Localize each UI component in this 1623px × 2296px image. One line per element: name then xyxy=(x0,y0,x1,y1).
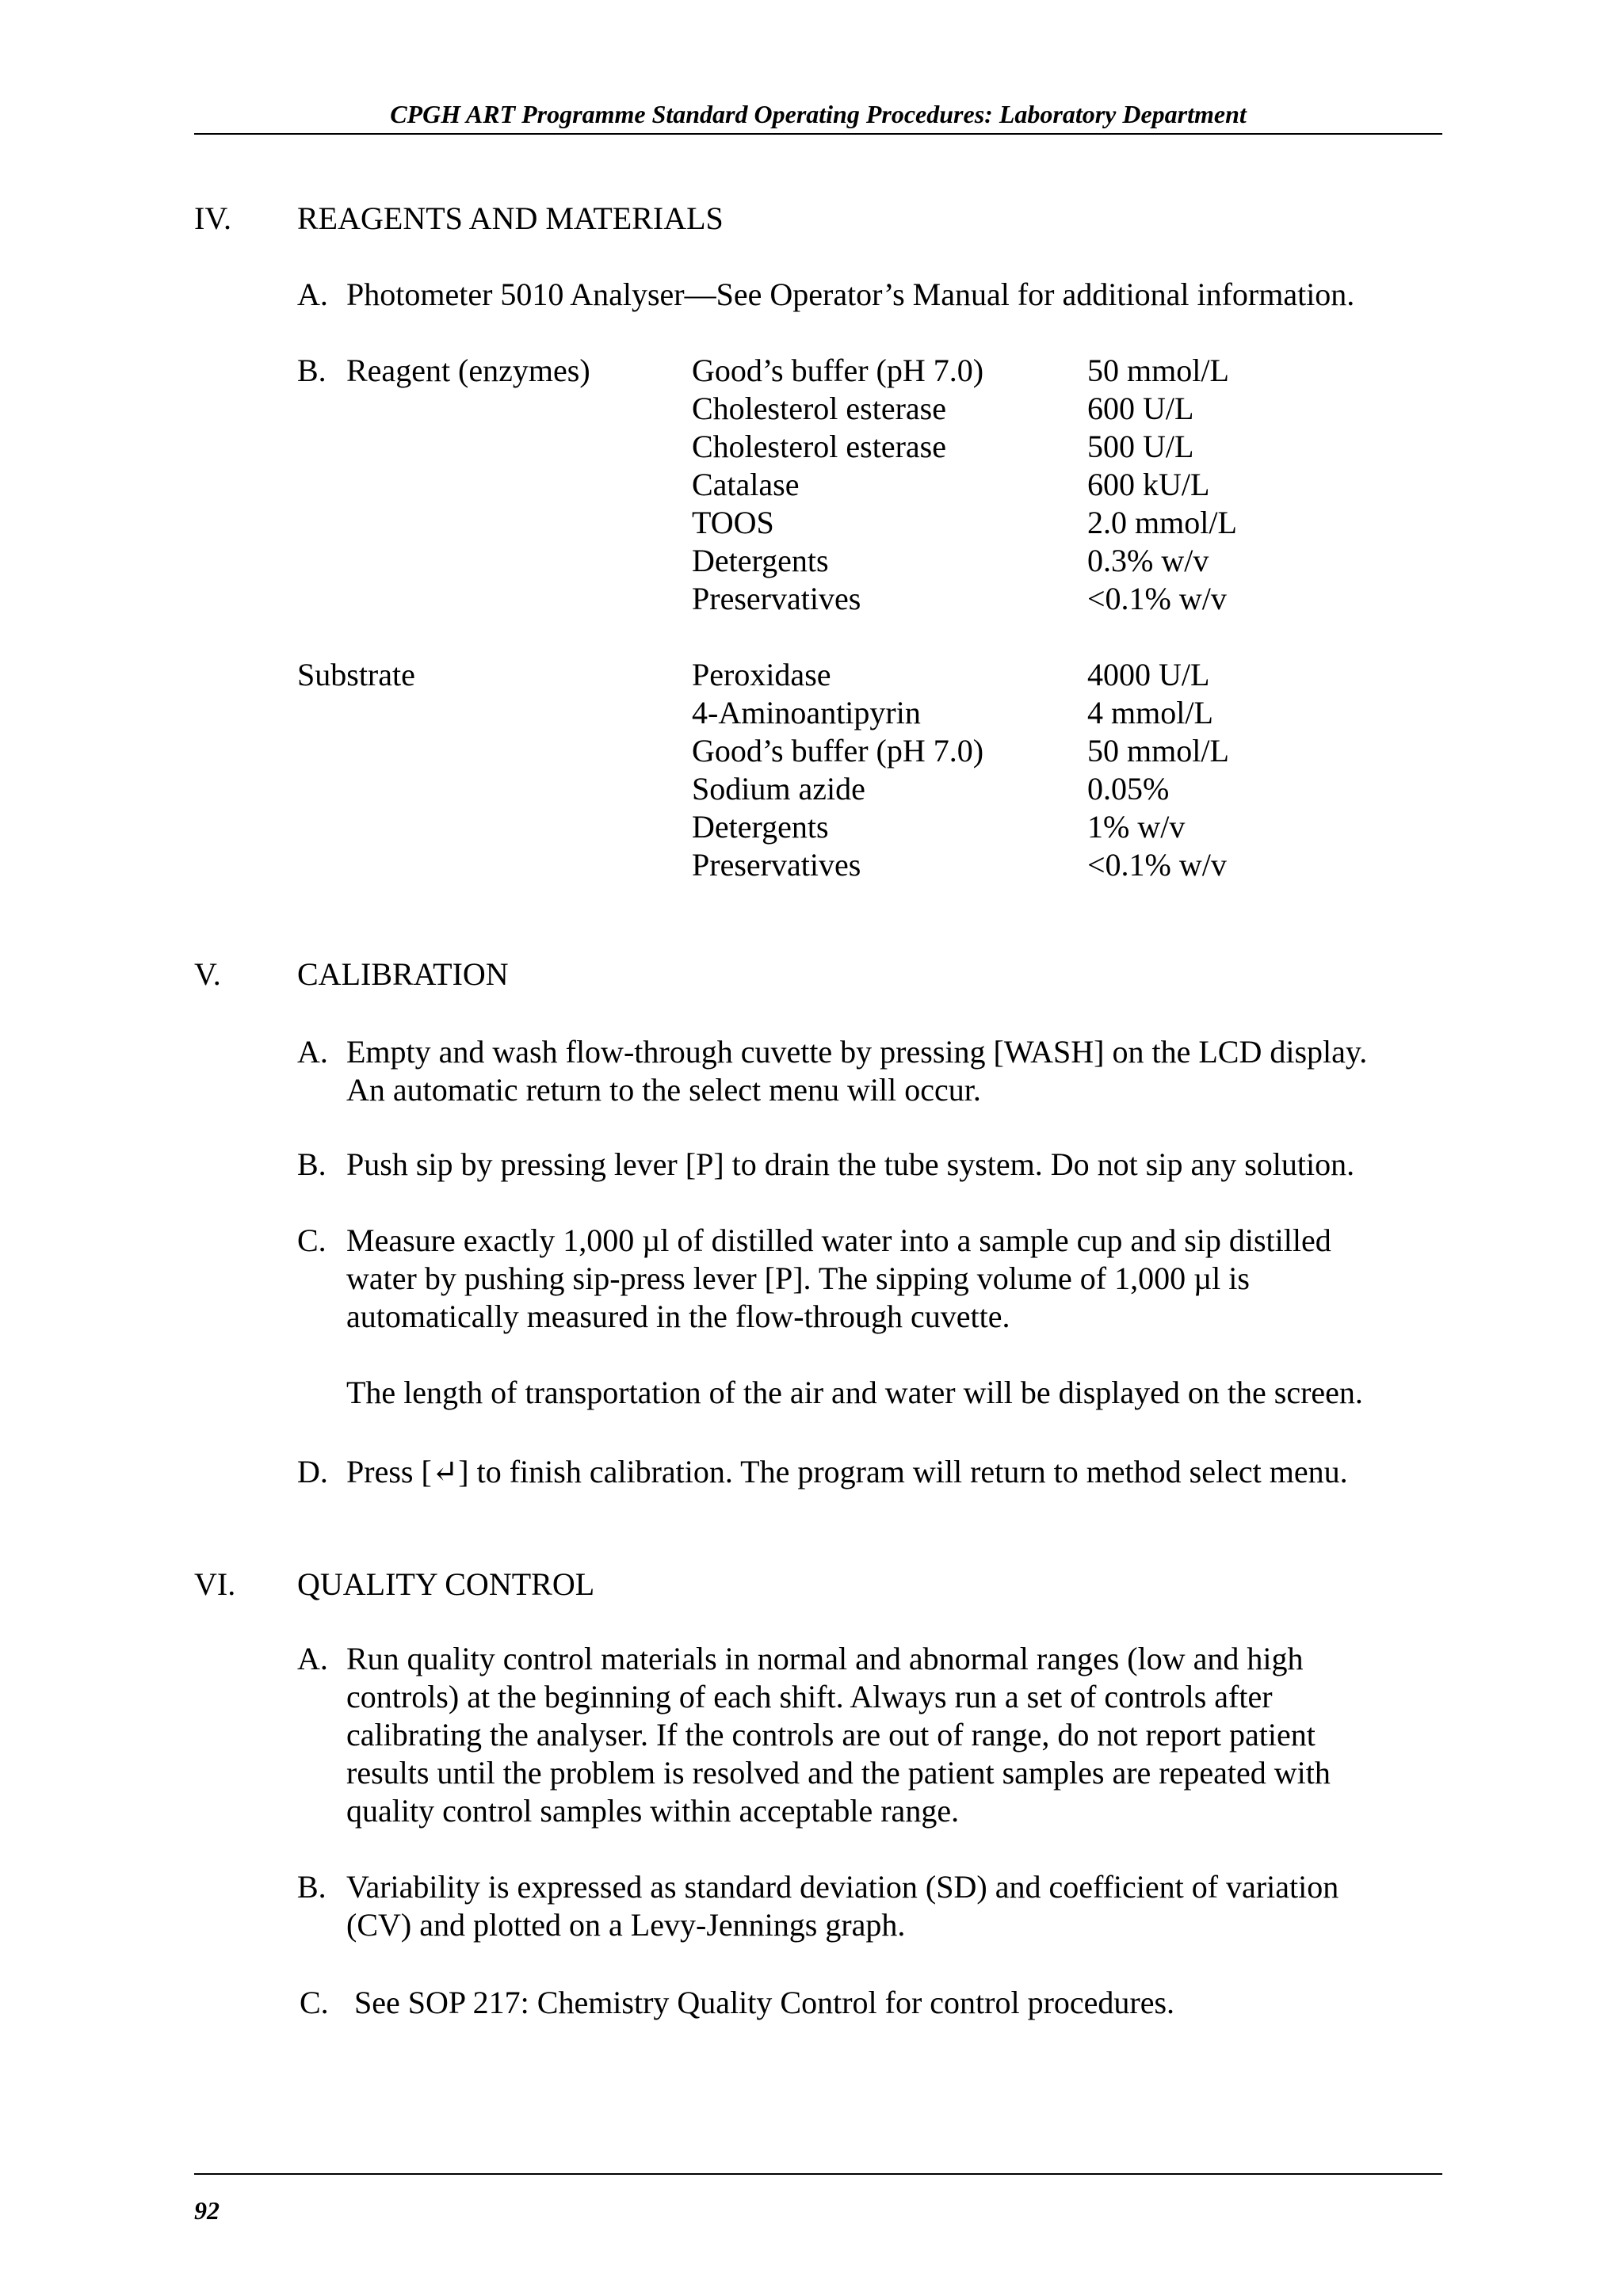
reagent-concentration: 600 kU/L xyxy=(1087,467,1210,502)
reagent-name: Sodium azide xyxy=(692,771,865,807)
section-numeral-iv: IV. xyxy=(194,200,232,236)
reagent-concentration: <0.1% w/v xyxy=(1087,581,1227,616)
reagent-name: Cholesterol esterase xyxy=(692,391,946,426)
reagent-name: TOOS xyxy=(692,505,774,540)
item-letter: A. xyxy=(297,277,328,312)
item-text-line: See SOP 217: Chemistry Quality Control for control procedures. xyxy=(354,1985,1175,2020)
header-rule xyxy=(194,133,1442,135)
item-letter: B. xyxy=(297,353,327,388)
item-text-line: automatically measured in the flow-through cuvette. xyxy=(346,1299,1010,1334)
item-text-line: quality control samples within acceptable range. xyxy=(346,1793,960,1829)
reagent-concentration: 500 U/L xyxy=(1087,429,1194,464)
section-title-reagents: REAGENTS AND MATERIALS xyxy=(297,200,724,236)
item-letter: B. xyxy=(297,1146,327,1182)
reagent-concentration: 600 U/L xyxy=(1087,391,1194,426)
reagent-name: Preservatives xyxy=(692,847,861,883)
reagent-concentration: 50 mmol/L xyxy=(1087,733,1229,769)
reagent-concentration: 4 mmol/L xyxy=(1087,695,1213,730)
reagent-name: Good’s buffer (pH 7.0) xyxy=(692,353,984,388)
item-letter: B. xyxy=(297,1869,327,1905)
item-text-line: Empty and wash flow-through cuvette by pressing [WASH] on the LCD display. xyxy=(346,1034,1368,1070)
reagent-concentration: 4000 U/L xyxy=(1087,657,1210,692)
page-number: 92 xyxy=(194,2196,220,2225)
reagent-concentration: 2.0 mmol/L xyxy=(1087,505,1237,540)
item-text-line: Press [↵] to finish calibration. The program will return to method select menu. xyxy=(346,1454,1348,1489)
item-letter: A. xyxy=(297,1034,328,1070)
item-text-line: Push sip by pressing lever [P] to drain the tube system. Do not sip any solution. xyxy=(346,1146,1355,1182)
reagent-name: Peroxidase xyxy=(692,657,831,692)
item-text-line: Measure exactly 1,000 µl of distilled water into a sample cup and sip distilled xyxy=(346,1222,1331,1258)
item-text-line: An automatic return to the select menu will occur. xyxy=(346,1072,981,1108)
reagent-name: 4-Aminoantipyrin xyxy=(692,695,921,730)
reagent-name: Catalase xyxy=(692,467,800,502)
section-title-calibration: CALIBRATION xyxy=(297,956,509,992)
reagent-name: Good’s buffer (pH 7.0) xyxy=(692,733,984,769)
item-text-line: water by pushing sip-press lever [P]. The sipping volume of 1,000 µl is xyxy=(346,1261,1250,1296)
reagent-concentration: 0.05% xyxy=(1087,771,1170,807)
reagent-concentration: <0.1% w/v xyxy=(1087,847,1227,883)
reagent-concentration: 1% w/v xyxy=(1087,809,1186,845)
item-letter: D. xyxy=(297,1454,328,1489)
section-numeral-vi: VI. xyxy=(194,1566,236,1602)
running-header: CPGH ART Programme Standard Operating Procedures: Laboratory Department xyxy=(390,100,1247,128)
reagent-name: Cholesterol esterase xyxy=(692,429,946,464)
reagent-group-label: Reagent (enzymes) xyxy=(346,353,590,388)
section-title-quality-control: QUALITY CONTROL xyxy=(297,1566,595,1602)
item-letter: A. xyxy=(297,1641,328,1676)
item-text-line: results until the problem is resolved and the patient samples are repeated with xyxy=(346,1755,1331,1791)
substrate-group-label: Substrate xyxy=(297,657,415,692)
item-text-line: Run quality control materials in normal and abnormal ranges (low and high xyxy=(346,1641,1304,1676)
item-text-line: calibrating the analyser. If the controls are out of range, do not report patient xyxy=(346,1717,1316,1753)
reagent-name: Preservatives xyxy=(692,581,861,616)
item-text-line: Variability is expressed as standard deviation (SD) and coefficient of variation xyxy=(346,1869,1339,1905)
reagent-concentration: 0.3% w/v xyxy=(1087,543,1209,578)
item-text-line: (CV) and plotted on a Levy-Jennings graph. xyxy=(346,1907,906,1943)
item-text: Photometer 5010 Analyser—See Operator’s Manual for additional information. xyxy=(346,277,1355,312)
item-letter: C. xyxy=(300,1985,329,2020)
item-note: The length of transportation of the air and water will be displayed on the screen. xyxy=(346,1375,1363,1410)
footer-rule xyxy=(194,2173,1442,2175)
section-numeral-v: V. xyxy=(194,956,221,992)
item-letter: C. xyxy=(297,1222,327,1258)
reagent-concentration: 50 mmol/L xyxy=(1087,353,1229,388)
item-text-line: controls) at the beginning of each shift. Always run a set of controls after xyxy=(346,1679,1273,1714)
reagent-name: Detergents xyxy=(692,809,829,845)
reagent-name: Detergents xyxy=(692,543,829,578)
